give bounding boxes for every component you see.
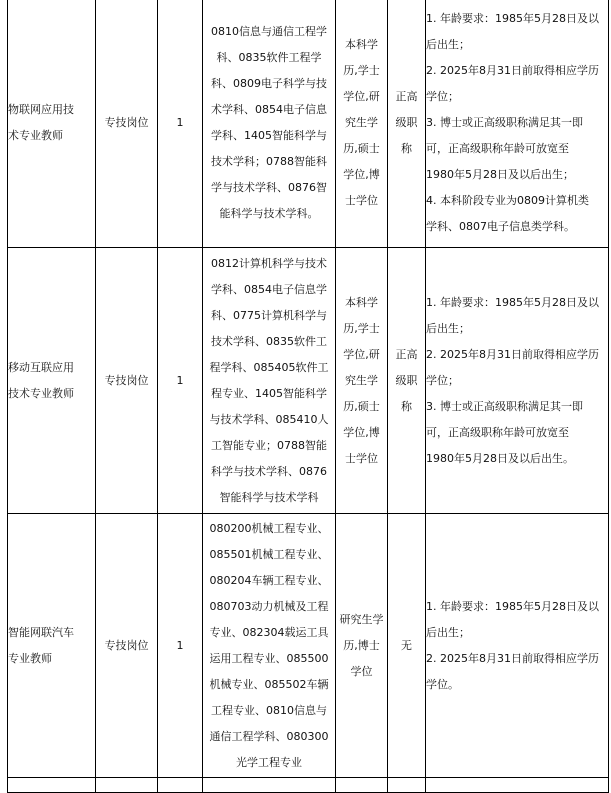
condition-line: 后出生；: [426, 321, 470, 335]
condition-line: 1. 年龄要求：1985年5月28日及以: [426, 295, 599, 309]
condition-line: 2. 2025年8月31日前取得相应学历: [426, 63, 599, 77]
position-name-line: 智能网联汽车: [8, 625, 74, 639]
condition-line: 2. 2025年8月31日前取得相应学历: [426, 651, 599, 665]
education-cell: [336, 248, 388, 514]
education-line: 历,硕士: [343, 399, 380, 413]
title-line: 级职: [395, 115, 418, 129]
title-line: 正高: [395, 347, 418, 361]
table-row: [8, 248, 609, 514]
education-line: 士学位: [345, 193, 378, 207]
education-line: 历,硕士: [343, 141, 380, 155]
conditions-cell: [426, 248, 609, 514]
condition-line: 3. 博士或正高级职称满足其一即: [426, 399, 583, 413]
conditions-cell: [426, 0, 609, 248]
education-line: 本科学: [345, 37, 378, 51]
major-line: 工智能专业；0788智能: [211, 438, 327, 452]
education-line: 本科学: [345, 295, 378, 309]
major-line: 机械专业、085502车辆: [209, 677, 329, 691]
condition-line: 2. 2025年8月31日前取得相应学历: [426, 347, 599, 361]
condition-line: 可，正高级职称年龄可放宽至: [426, 141, 569, 155]
position-type-cell: 专技岗位: [96, 248, 158, 514]
position-name-line: 专业教师: [8, 651, 52, 665]
major-line: 科、0835软件工程学: [216, 50, 322, 64]
position-type-cell: 专技岗位: [96, 0, 158, 248]
major-line: 080200机械工程专业、: [209, 521, 329, 535]
condition-line: 可，正高级职称年龄可放宽至: [426, 425, 569, 439]
education-line: 究生学: [345, 115, 378, 129]
position-name-cell: [8, 514, 96, 778]
major-line: 智能科学与技术学科: [219, 490, 319, 504]
major-line: 技术学科；0788智能科: [211, 154, 327, 168]
table-row: [8, 514, 609, 778]
major-line: 程学科、085405软件工: [209, 360, 329, 374]
major-line: 通信工程学科、080300: [209, 729, 329, 743]
major-line: 术学科、0854电子信息: [211, 102, 327, 116]
empty-cell: [426, 778, 609, 793]
condition-line: 学位。: [426, 677, 459, 691]
education-line: 学位,研: [343, 89, 380, 103]
position-type-cell: 专技岗位: [96, 514, 158, 778]
major-line: 学科、1405智能科学与: [211, 128, 327, 142]
position-name-line: 移动互联应用: [8, 360, 74, 374]
position-name-cell: [8, 248, 96, 514]
major-line: 0810信息与通信工程学: [211, 24, 327, 38]
condition-line: 后出生；: [426, 37, 470, 51]
position-name-line: 物联网应用技: [8, 102, 74, 116]
empty-cell: [8, 778, 96, 793]
title-line: 称: [401, 141, 412, 155]
major-line: 学与技术学科、0876智: [211, 180, 327, 194]
major-line: 科、0775计算机科学与: [211, 308, 327, 322]
major-line: 科学与技术学科、0876: [211, 464, 327, 478]
major-line: 程专业、1405智能科学: [211, 386, 327, 400]
major-line: 光学工程专业: [236, 755, 302, 769]
major-cell: [203, 514, 336, 778]
condition-line: 3. 博士或正高级职称满足其一即: [426, 115, 583, 129]
title-line: 级职: [395, 373, 418, 387]
headcount-cell: 1: [158, 0, 203, 248]
empty-cell: [203, 778, 336, 793]
major-line: 085501机械工程专业、: [209, 547, 329, 561]
major-line: 技术学科、0835软件工: [211, 334, 327, 348]
major-cell: [203, 0, 336, 248]
education-line: 究生学: [345, 373, 378, 387]
major-line: 科、0809电子科学与技: [211, 76, 327, 90]
headcount-cell: 1: [158, 514, 203, 778]
education-line: 学位: [350, 664, 373, 678]
position-name-cell: [8, 0, 96, 248]
condition-line: 1980年5月28日及以后出生；: [426, 167, 574, 181]
education-line: 学位,研: [343, 347, 380, 361]
education-line: 历,学士: [343, 321, 380, 335]
condition-line: 4. 本科阶段专业为0809计算机类: [426, 193, 589, 207]
education-cell: [336, 0, 388, 248]
position-name-line: 术专业教师: [8, 128, 63, 142]
condition-line: 1. 年龄要求：1985年5月28日及以: [426, 11, 599, 25]
title-line: 称: [401, 399, 412, 413]
table-row: [8, 0, 609, 248]
headcount-cell: 1: [158, 248, 203, 514]
title-requirement-cell: [388, 248, 426, 514]
table-row: [8, 778, 609, 793]
title-requirement-cell: [388, 0, 426, 248]
condition-line: 学科、0807电子信息类学科。: [426, 219, 575, 233]
major-line: 080703动力机械及工程: [209, 599, 329, 613]
major-line: 运用工程专业、085500: [209, 651, 329, 665]
major-line: 080204车辆工程专业、: [209, 573, 329, 587]
major-line: 能科学与技术学科。: [219, 206, 319, 220]
education-cell: [336, 514, 388, 778]
education-line: 学位,博: [343, 425, 380, 439]
education-line: 士学位: [345, 451, 378, 465]
position-name-line: 技术专业教师: [8, 386, 74, 400]
major-line: 专业、082304载运工具: [209, 625, 329, 639]
conditions-cell: [426, 514, 609, 778]
education-line: 历,博士: [343, 638, 380, 652]
condition-line: 1. 年龄要求：1985年5月28日及以: [426, 599, 599, 613]
major-cell: [203, 248, 336, 514]
major-line: 学科、0854电子信息学: [211, 282, 327, 296]
title-line: 无: [401, 638, 412, 652]
title-line: 正高: [395, 89, 418, 103]
empty-cell: [158, 778, 203, 793]
condition-line: 学位；: [426, 373, 459, 387]
education-line: 学位,博: [343, 167, 380, 181]
condition-line: 学位；: [426, 89, 459, 103]
major-line: 工程专业、0810信息与: [211, 703, 327, 717]
education-line: 历,学士: [343, 63, 380, 77]
empty-cell: [96, 778, 158, 793]
empty-cell: [388, 778, 426, 793]
title-requirement-cell: [388, 514, 426, 778]
condition-line: 1980年5月28日及以后出生。: [426, 451, 574, 465]
major-line: 0812计算机科学与技术: [211, 256, 327, 270]
condition-line: 后出生；: [426, 625, 470, 639]
empty-cell: [336, 778, 388, 793]
major-line: 与技术学科、085410人: [209, 412, 329, 426]
education-line: 研究生学: [339, 612, 384, 626]
job-requirements-table: [7, 0, 609, 793]
